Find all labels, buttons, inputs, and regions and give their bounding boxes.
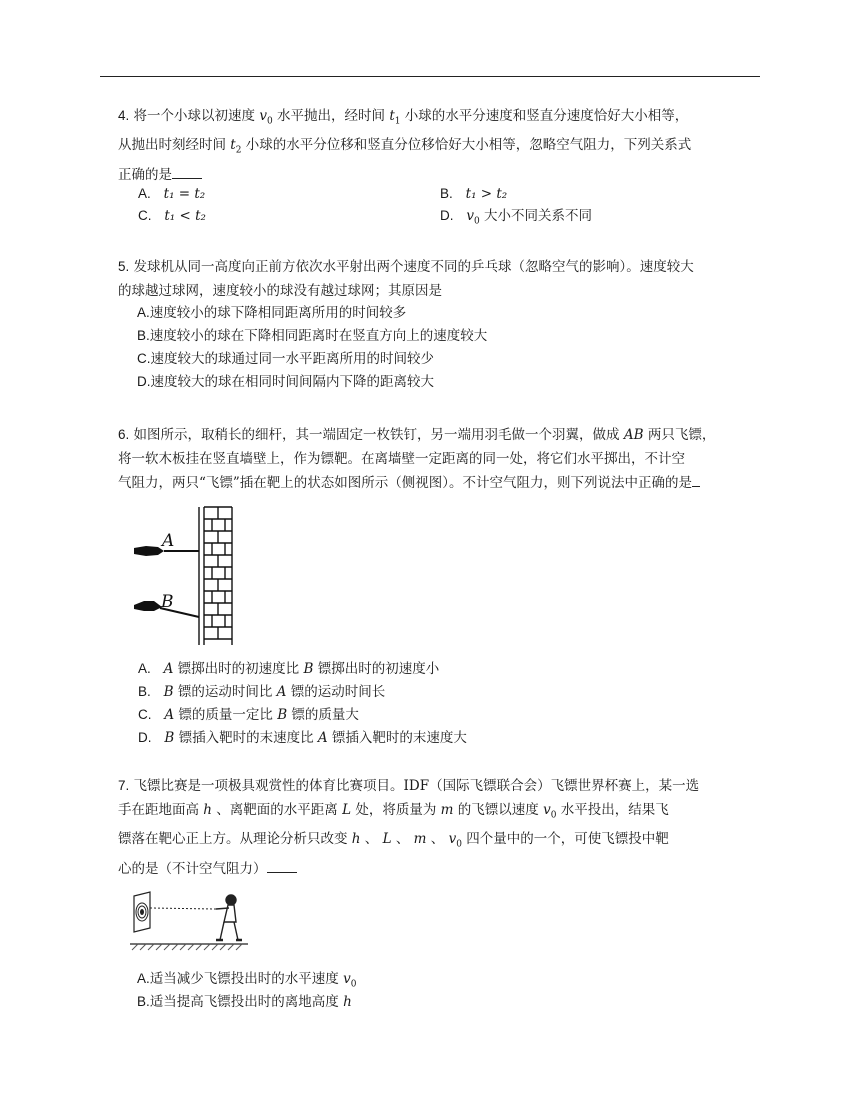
dartboard <box>134 892 150 932</box>
dart-wall-figure <box>128 505 240 647</box>
dart-thrower-figure <box>128 888 250 954</box>
q4-line1: 4. 将一个小球以初速度 $v_0$ 水平抛出，经时间 $t_1$ 小球的水平分速度和竖直分速度恰好大小相等， <box>118 108 689 127</box>
answer-blank[interactable] <box>172 163 202 179</box>
q5-option-c[interactable]: C.速度较大的球通过同一水平距离所用的时间较少 <box>137 351 434 367</box>
q7-line3: 镖落在靶心正上方。从理论分析只改变 h 、 L 、 m 、 $v_0$ 四个量中的一个，可使飞镖投中靶 <box>118 830 669 850</box>
dart-path <box>150 908 216 909</box>
q4-line3: 正确的是 <box>118 163 763 188</box>
q4-option-d[interactable]: D. $v_0$ 大小不同关系不同 <box>440 208 593 227</box>
q4-option-b[interactable]: B. t₁ > t₂ <box>440 186 508 202</box>
q5-line1: 5. 发球机从同一高度向正前方依次水平射出两个速度不同的乒乓球（忽略空气的影响）。速度较大 <box>118 259 694 275</box>
ground-hatch <box>132 944 242 950</box>
question-7 <box>118 774 763 881</box>
question-5 <box>118 255 763 303</box>
question-6 <box>118 423 763 496</box>
answer-blank[interactable] <box>692 471 700 487</box>
label-a: A <box>162 531 175 551</box>
label-b: B <box>161 592 174 612</box>
q5-option-b[interactable]: B.速度较小的球在下降相同距离时在竖直方向上的速度较大 <box>137 328 488 344</box>
q5-option-a[interactable]: A.速度较小的球下降相同距离所用的时间较多 <box>137 305 407 321</box>
answer-blank[interactable] <box>267 857 297 873</box>
q6-option-b[interactable]: B. B 镖的运动时间比 A 镖的运动时间长 <box>138 684 386 700</box>
header-rule <box>100 76 760 77</box>
q7-option-a[interactable]: A.适当减少飞镖投出时的水平速度 $v_0$ <box>137 971 357 990</box>
q6-option-a[interactable]: A. A 镖掷出时的初速度比 B 镖掷出时的初速度小 <box>138 661 440 677</box>
question-4 <box>118 104 763 188</box>
player <box>216 895 242 940</box>
q6-line2: 将一软木板挂在竖直墙壁上，作为镖靶。在离墙壁一定距离的同一处，将它们水平掷出，不计空 <box>118 450 685 467</box>
q7-option-b[interactable]: B.适当提高飞镖投出时的离地高度 h <box>137 994 352 1010</box>
q5-line2: 的球越过球网，速度较小的球没有越过球网；其原因是 <box>118 282 442 299</box>
q4-option-c[interactable]: C. t₁ < t₂ <box>138 208 206 224</box>
q6-line1: 6. 如图所示，取稍长的细杆，其一端固定一枚铁钉，另一端用羽毛做一个羽翼，做成 AB 两只飞镖， <box>118 427 716 443</box>
brick-wall <box>199 507 232 645</box>
q6-option-d[interactable]: D. B 镖插入靶时的末速度比 A 镖插入靶时的末速度大 <box>138 730 467 746</box>
q6-line3: 气阻力，两只“飞镖”插在靶上的状态如图所示（侧视图）。不计空气阻力，则下列说法中正确的是 <box>118 471 763 496</box>
q7-line1: 7. 飞镖比赛是一项极具观赏性的体育比赛项目。IDF（国际飞镖联合会）飞镖世界杯赛上，某一选 <box>118 778 700 794</box>
q5-option-d[interactable]: D.速度较大的球在相同时间间隔内下降的距离较大 <box>137 374 434 390</box>
q4-line2: 从抛出时刻经时间 $t_2$ 小球的水平分位移和竖直分位移恰好大小相等，忽略空气阻力，下列关系式 <box>118 137 692 156</box>
q4-option-a[interactable]: A. t₁ = t₂ <box>138 186 206 202</box>
q7-line2: 手在距地面高 h 、离靶面的水平距离 L 处，将质量为 m 的飞镖以速度 $v_0$ 水平投出，结果飞 <box>118 801 669 821</box>
q6-option-c[interactable]: C. A 镖的质量一定比 B 镖的质量大 <box>138 707 359 723</box>
q7-line4: 心的是（不计空气阻力） <box>118 857 763 882</box>
